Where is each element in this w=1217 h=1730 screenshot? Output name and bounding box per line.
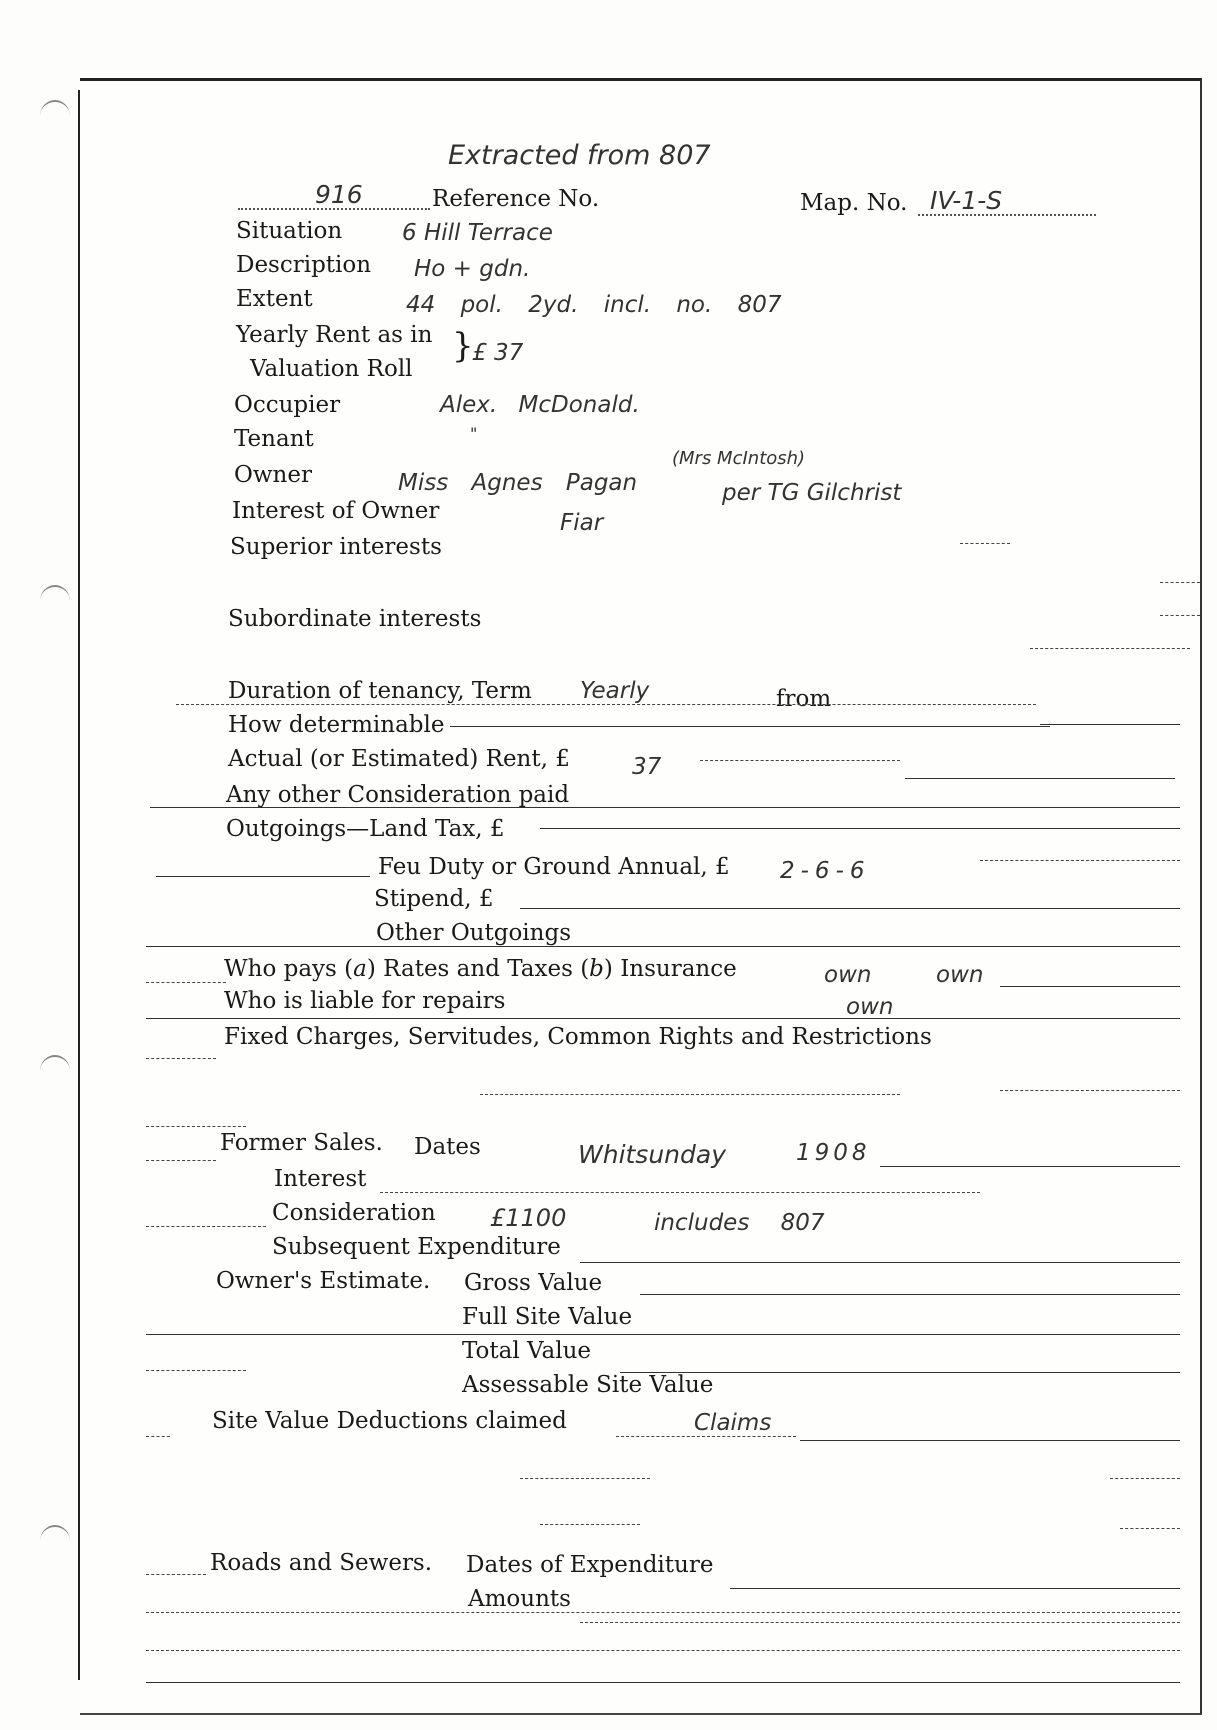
blank-line xyxy=(520,1478,650,1479)
punch-hole xyxy=(40,585,70,617)
consideration-value: £1100 xyxy=(490,1204,567,1232)
reference-no-label: Reference No. xyxy=(432,186,600,212)
former-sales-label: Former Sales. xyxy=(220,1130,383,1156)
who-pays-insurance-value: own xyxy=(936,962,984,988)
other-consideration-label: Any other Consideration paid xyxy=(226,782,570,808)
fixed-charges-label: Fixed Charges, Servitudes, Common Rights and Restrictions xyxy=(224,1024,932,1050)
owner-note-above: (Mrs McIntosh) xyxy=(672,448,806,469)
repairs-label: Who is liable for repairs xyxy=(224,988,506,1014)
former-sales-line xyxy=(880,1166,1180,1167)
extent-value: 44 pol. 2yd. incl. no. 807 xyxy=(406,292,782,318)
feu-left-line xyxy=(156,876,370,877)
who-pays-text-2: ) Rates and Taxes ( xyxy=(366,956,590,982)
owner-note-after: per TG Gilchrist xyxy=(722,480,902,506)
extracted-note: Extracted from 807 xyxy=(448,140,711,171)
actual-rent-line xyxy=(700,760,900,761)
stipend-line xyxy=(520,908,1180,909)
map-no-value: IV-1-S xyxy=(930,186,1003,215)
subsequent-line xyxy=(580,1262,1180,1263)
roads-dates-label: Dates of Expenditure xyxy=(466,1552,714,1578)
former-sales-line xyxy=(146,1160,216,1161)
blank-line xyxy=(146,1682,1180,1683)
who-pays-b: b xyxy=(589,956,604,982)
gross-value-line xyxy=(640,1294,1180,1295)
fixed-charges-line xyxy=(146,1126,246,1127)
total-value-label: Total Value xyxy=(462,1338,592,1364)
other-consideration-line xyxy=(150,807,1180,808)
punch-hole xyxy=(40,1055,70,1087)
subordinate-interests-line xyxy=(1030,648,1190,649)
amounts-line xyxy=(146,1612,1180,1613)
occupier-value: Alex. McDonald. xyxy=(440,392,640,418)
tenant-value: " xyxy=(470,424,478,443)
deductions-label: Site Value Deductions claimed xyxy=(212,1408,567,1434)
subsequent-expenditure-label: Subsequent Expenditure xyxy=(272,1234,561,1260)
outgoings-line xyxy=(540,828,1180,829)
occupier-label: Occupier xyxy=(234,392,341,418)
full-site-value-line xyxy=(146,1334,1180,1335)
who-pays-text-3: ) Insurance xyxy=(603,956,737,982)
former-sales-year-value: 1908 xyxy=(796,1140,871,1166)
actual-rent-label: Actual (or Estimated) Rent, £ xyxy=(228,746,570,772)
former-sales-dates-label: Dates xyxy=(414,1134,481,1160)
blank-line xyxy=(580,1622,1180,1623)
gross-value-label: Gross Value xyxy=(464,1270,603,1296)
blank-line xyxy=(540,1524,640,1525)
reference-no-value: 916 xyxy=(315,180,363,209)
duration-value: Yearly xyxy=(580,678,650,704)
full-site-value-label: Full Site Value xyxy=(462,1304,633,1330)
outgoings-label: Outgoings—Land Tax, £ xyxy=(226,816,505,842)
consideration-label: Consideration xyxy=(272,1200,436,1226)
who-pays-line xyxy=(1000,986,1180,987)
duration-label: Duration of tenancy, Term xyxy=(228,678,532,704)
interest-line xyxy=(380,1192,980,1193)
punch-hole xyxy=(40,1525,70,1557)
punch-hole xyxy=(40,100,70,132)
duration-line xyxy=(1040,724,1180,725)
subordinate-interests-label: Subordinate interests xyxy=(228,606,482,632)
who-pays-line xyxy=(146,982,226,983)
roads-dates-line xyxy=(730,1588,1180,1589)
blank-line xyxy=(1120,1528,1180,1529)
interest-of-owner-label: Interest of Owner xyxy=(232,498,440,524)
consideration-line xyxy=(146,1226,266,1227)
feu-right-line xyxy=(980,860,1180,861)
fixed-charges-line xyxy=(480,1094,900,1095)
situation-label: Situation xyxy=(236,218,343,244)
actual-rent-value: 37 xyxy=(632,754,662,780)
deductions-line xyxy=(616,1436,796,1437)
blank-line xyxy=(146,1650,1180,1651)
owners-estimate-label: Owner's Estimate. xyxy=(216,1268,431,1294)
brace: } xyxy=(452,326,474,366)
fixed-charges-line xyxy=(1000,1090,1180,1091)
other-outgoings-label: Other Outgoings xyxy=(376,920,572,946)
situation-value: 6 Hill Terrace xyxy=(402,220,553,246)
description-label: Description xyxy=(236,252,372,278)
roads-label: Roads and Sewers. xyxy=(210,1550,433,1576)
superior-interests-line xyxy=(960,543,1010,544)
yearly-rent-value: £ 37 xyxy=(472,340,524,366)
owner-label: Owner xyxy=(234,462,312,488)
roads-amounts-label: Amounts xyxy=(468,1586,571,1612)
who-pays-text-1: Who pays ( xyxy=(224,956,354,982)
assessable-site-value-label: Assessable Site Value xyxy=(462,1372,714,1398)
blank-line xyxy=(1160,582,1200,583)
fixed-charges-line xyxy=(146,1058,216,1059)
yearly-rent-label-2: Valuation Roll xyxy=(250,356,413,382)
who-pays-a: a xyxy=(353,956,367,982)
blank-line xyxy=(1110,1478,1180,1479)
roads-line xyxy=(146,1574,206,1575)
deductions-line xyxy=(800,1440,1180,1441)
who-pays-label xyxy=(224,956,737,982)
how-determinable-line xyxy=(450,726,1050,727)
yearly-rent-label-1: Yearly Rent as in xyxy=(236,322,433,348)
description-value: Ho + gdn. xyxy=(414,256,531,282)
extent-label: Extent xyxy=(236,286,313,312)
total-value-line xyxy=(146,1370,246,1371)
tenant-label: Tenant xyxy=(234,426,314,452)
blank-line xyxy=(146,1436,170,1437)
repairs-line xyxy=(146,1018,1180,1019)
how-determinable-label: How determinable xyxy=(228,712,445,738)
feu-duty-value: 2-6-6 xyxy=(780,858,871,884)
repairs-value: own xyxy=(846,994,894,1020)
feu-duty-label: Feu Duty or Ground Annual, £ xyxy=(378,854,730,880)
consideration-note: includes 807 xyxy=(654,1210,825,1236)
blank-line xyxy=(1160,615,1200,616)
interest-label: Interest xyxy=(274,1166,367,1192)
stipend-label: Stipend, £ xyxy=(374,886,494,912)
duration-line xyxy=(176,704,1036,705)
interest-of-owner-value: Fiar xyxy=(560,510,604,536)
duration-from-label: from xyxy=(776,686,832,712)
owner-value: Miss Agnes Pagan xyxy=(398,470,638,496)
superior-interests-label: Superior interests xyxy=(230,534,442,560)
actual-rent-line xyxy=(905,778,1175,779)
who-pays-rates-value: own xyxy=(824,962,872,988)
deductions-value: Claims xyxy=(694,1410,772,1436)
former-sales-dates-value: Whitsunday xyxy=(578,1140,727,1169)
map-no-label: Map. No. xyxy=(800,190,908,216)
other-outgoings-line xyxy=(146,946,1180,947)
